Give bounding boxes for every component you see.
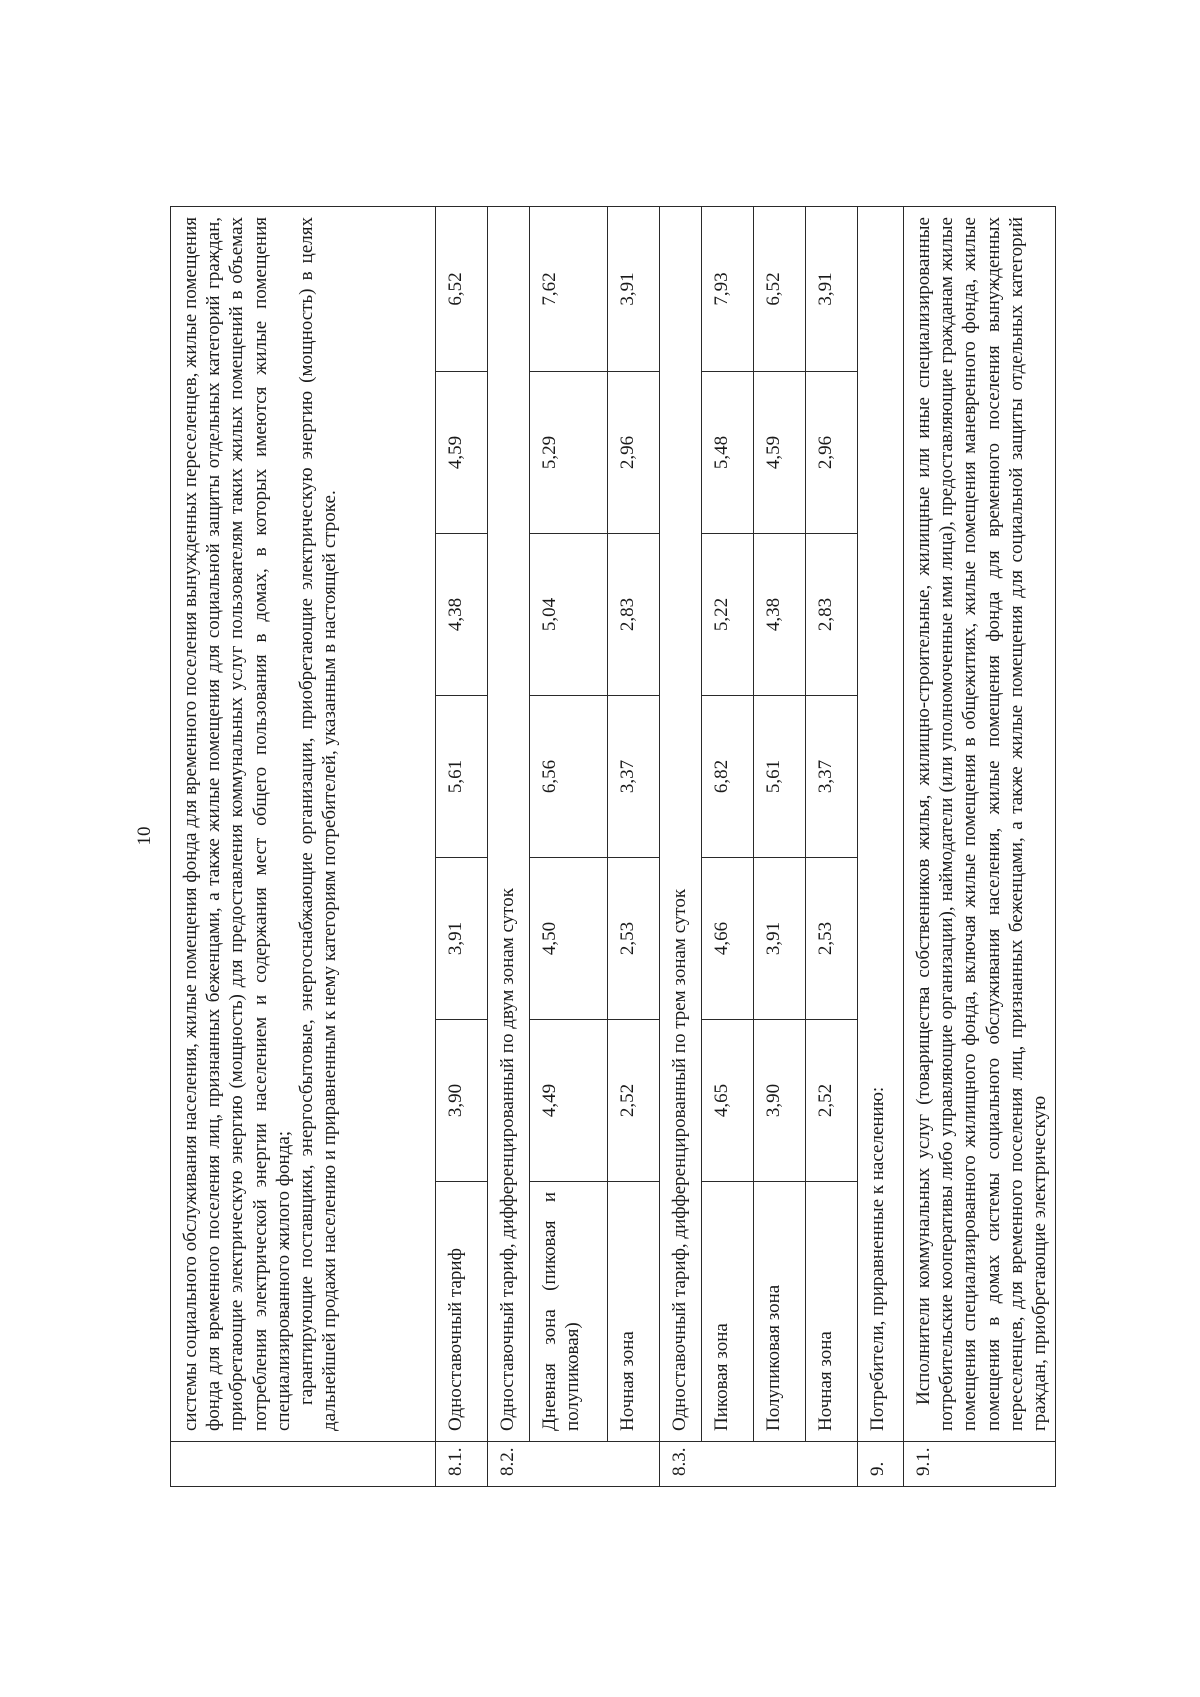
value-cell: 5,61 — [436, 696, 488, 858]
value-cell: 3,37 — [608, 696, 660, 858]
value-cell: 2,96 — [608, 372, 660, 534]
value-cell: 2,83 — [608, 534, 660, 696]
intro-paragraph-2: гарантирующие поставщики, энергосбытовые, энергоснабжающие организации, приобретающие электрическую энергию (мощность) в целях дальнейшей продажи населению и приравненным к нему категориям потребителей, указанным в настоящей строке. — [295, 217, 341, 1431]
row-label: Одноставочный тариф — [436, 1182, 488, 1442]
row-index: 9.1. — [904, 1442, 1056, 1487]
value-cell: 4,38 — [754, 534, 806, 696]
value-cell: 4,38 — [436, 534, 488, 696]
row-label: Ночная зона — [608, 1182, 660, 1442]
value-cell: 3,91 — [436, 858, 488, 1020]
value-cell: 4,66 — [702, 858, 754, 1020]
value-cell: 2,52 — [608, 1020, 660, 1182]
row-index: 9. — [858, 1442, 904, 1487]
value-cell: 6,82 — [702, 696, 754, 858]
row-index: 8.2. — [488, 1442, 660, 1487]
value-cell: 3,37 — [806, 696, 858, 858]
value-cell: 3,90 — [436, 1020, 488, 1182]
value-cell: 4,50 — [530, 858, 608, 1020]
value-cell: 5,04 — [530, 534, 608, 696]
intro-index-cell — [171, 1442, 436, 1487]
row-index: 8.1. — [436, 1442, 488, 1487]
row-label-cell — [904, 207, 1056, 1442]
value-cell: 3,91 — [806, 207, 858, 372]
value-cell: 5,22 — [702, 534, 754, 696]
row-label: Ночная зона — [806, 1182, 858, 1442]
value-cell: 6,56 — [530, 696, 608, 858]
value-cell: 7,62 — [530, 207, 608, 372]
table-row — [436, 207, 488, 1487]
value-cell: 5,48 — [702, 372, 754, 534]
section-label: Потребители, приравненные к населению: — [858, 207, 904, 1442]
section-label: Одноставочный тариф, дифференцированный по двум зонам суток — [488, 207, 530, 1442]
section-label: Одноставочный тариф, дифференцированный по трем зонам суток — [660, 207, 702, 1442]
intro-text-cell — [171, 207, 436, 1442]
value-cell: 3,91 — [608, 207, 660, 372]
row-label: Полупиковая зона — [754, 1182, 806, 1442]
row-label: Пиковая зона — [702, 1182, 754, 1442]
tariff-table — [170, 206, 1056, 1487]
value-cell: 5,61 — [754, 696, 806, 858]
table-row — [754, 207, 806, 1487]
table-row — [702, 207, 754, 1487]
value-cell: 4,65 — [702, 1020, 754, 1182]
value-cell: 6,52 — [436, 207, 488, 372]
intro-row — [171, 207, 436, 1487]
value-cell: 3,91 — [754, 858, 806, 1020]
table-row — [608, 207, 660, 1487]
value-cell: 2,83 — [806, 534, 858, 696]
section-row — [660, 207, 702, 1487]
section-row — [488, 207, 530, 1487]
intro-paragraph-1: системы социального обслуживания населения, жилые помещения фонда для временного поселения вынужденных переселенцев, жилые помещения фонда для временного поселения лиц, признанных беженцами, а также жилые помещения для социальной защиты отдельных категорий граждан, приобретающие электрическую энергию (мощность) для предоставления коммунальных услуг пользователям таких жилых помещений в объемах потребления электрической энергии населением и содержания мест общего пользования в домах, в которых имеются жилые помещения специализированного жилого фонда; — [180, 217, 294, 1431]
row-label: Исполнители коммунальных услуг (товарищества собственников жилья, жилищно-строительные, жилищные или иные специализированные потребительские кооперативы либо управляющие организации), наймодатели (или уполномоченные ими лица), предоставляющие гражданам жилые помещения специализированного жилищного фонда, включая жилые помещения в общежитиях, жилые помещения маневренного фонда, жилые помещения в домах системы социального обслуживания населения, жилые помещения фонда для временного поселения вынужденных переселенцев, для временного поселения лиц, признанных беженцами, а также жилые помещения для социальной защиты отдельных категорий граждан, приобретающие электрическую — [913, 217, 1050, 1431]
value-cell: 2,53 — [608, 858, 660, 1020]
value-cell: 4,59 — [754, 372, 806, 534]
value-cell: 3,90 — [754, 1020, 806, 1182]
value-cell: 7,93 — [702, 207, 754, 372]
value-cell: 2,52 — [806, 1020, 858, 1182]
value-cell: 5,29 — [530, 372, 608, 534]
table-row — [806, 207, 858, 1487]
value-cell: 2,96 — [806, 372, 858, 534]
value-cell: 6,52 — [754, 207, 806, 372]
table-row — [530, 207, 608, 1487]
page-number: 10 — [134, 826, 155, 846]
value-cell: 4,49 — [530, 1020, 608, 1182]
value-cell: 2,53 — [806, 858, 858, 1020]
section-row — [858, 207, 904, 1487]
rotated-tariff-table — [170, 207, 1050, 1487]
table-row — [904, 207, 1056, 1487]
row-label: Дневная зона (пиковая и полупиковая) — [530, 1182, 608, 1442]
row-index: 8.3. — [660, 1442, 858, 1487]
value-cell: 4,59 — [436, 372, 488, 534]
